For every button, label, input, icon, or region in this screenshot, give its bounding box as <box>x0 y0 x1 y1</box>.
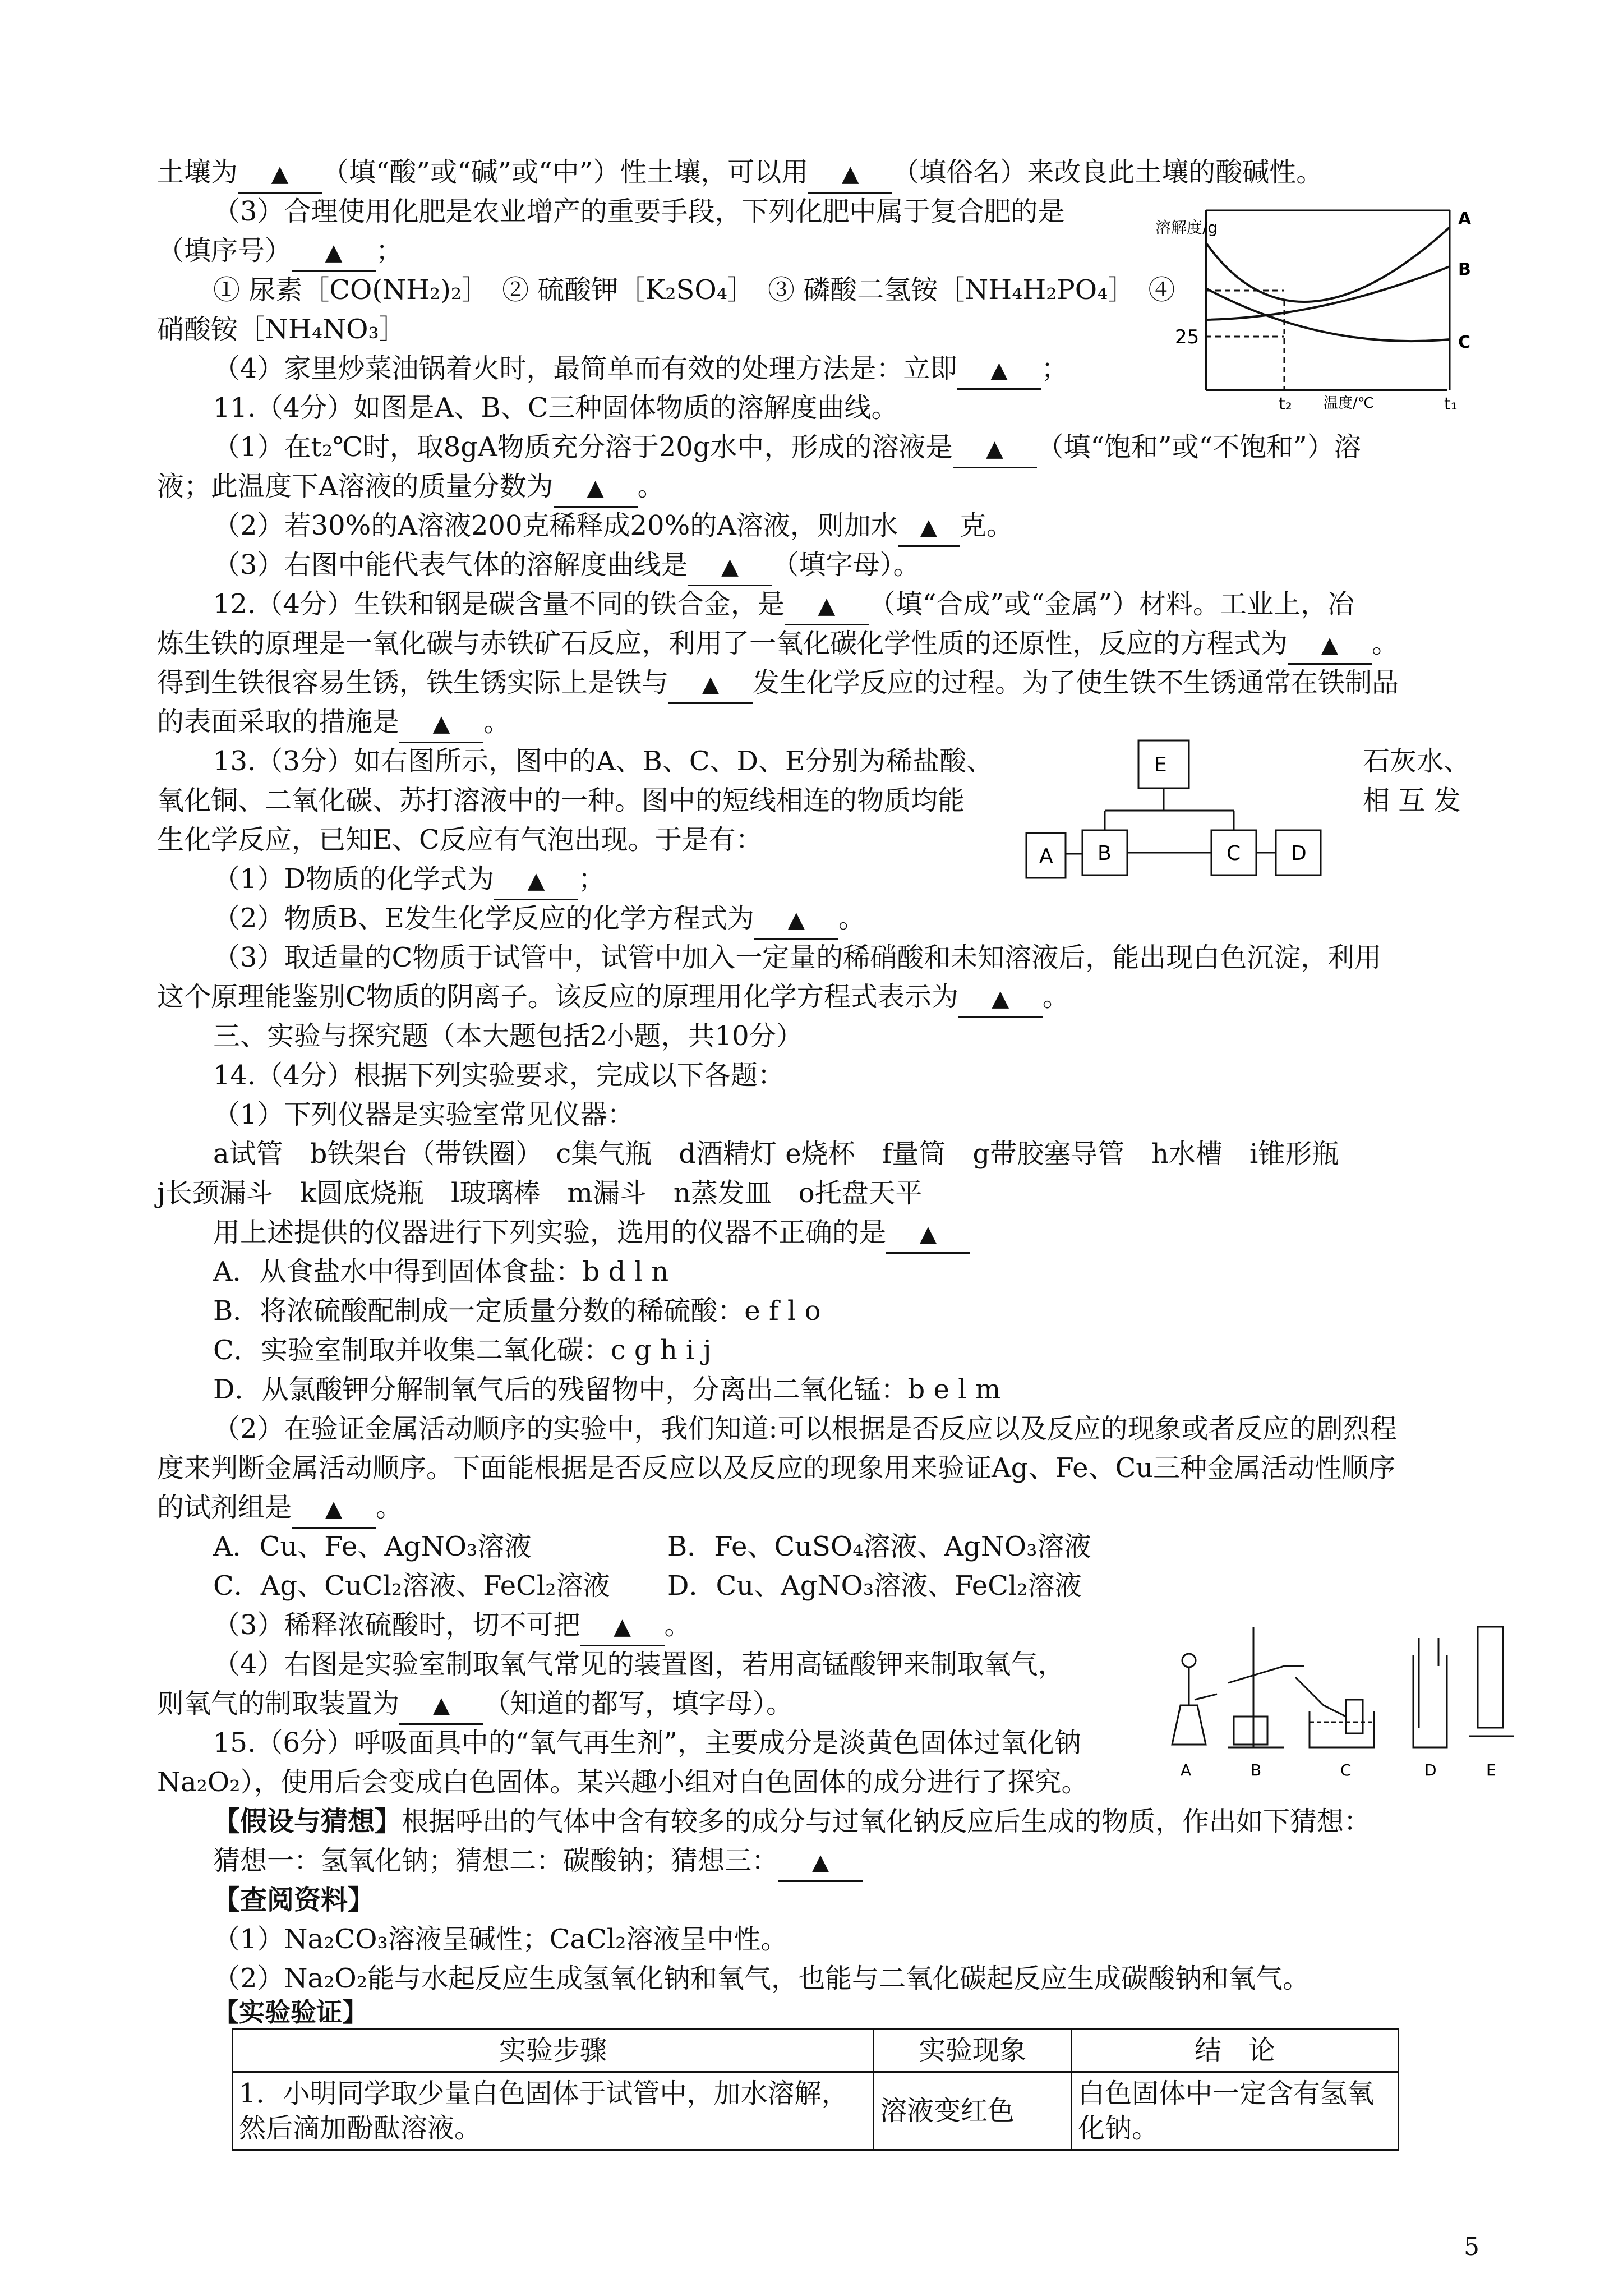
curve-a <box>1207 227 1450 302</box>
node-label-b: B <box>1098 842 1112 865</box>
answer-blank[interactable]: ▲ <box>292 233 376 272</box>
q13-3: （3）取适量的C物质于试管中，试管中加入一定量的稀硝酸和未知溶液后，能出现白色沉淀，利用 <box>213 942 1382 973</box>
verification-heading: 【实验验证】 <box>213 1997 368 2027</box>
q13-1: （1）D物质的化学式为 ▲ ； <box>213 861 605 900</box>
q11-3: （3）右图中能代表气体的溶解度曲线是 ▲ （填字母）。 <box>213 547 920 586</box>
q11-2: （2）若30%的A溶液200克稀释成20%的A溶液，则加水 ▲ 克。 <box>213 508 1013 547</box>
answer-blank[interactable]: ▲ <box>238 154 322 194</box>
q13-line2: 氧化铜、二氧化碳、苏打溶液中的一种。图中的短线相连的物质均能 <box>157 785 965 816</box>
answer-blank[interactable]: ▲ <box>399 704 483 743</box>
option-b: B．将浓硫酸配制成一定质量分数的稀硫酸：e f l o <box>213 1295 821 1327</box>
answer-blank[interactable]: ▲ <box>292 1489 376 1529</box>
answer-blank[interactable]: ▲ <box>785 586 869 625</box>
answer-blank[interactable]: ▲ <box>953 429 1037 468</box>
curve-label-a: A <box>1458 209 1472 229</box>
node-label-e: E <box>1154 753 1167 776</box>
apparatus-c <box>1295 1677 1374 1747</box>
q13-2: （2）物质B、E发生化学反应的化学方程式为 ▲ 。 <box>213 900 865 940</box>
apparatus-a <box>1172 1654 1217 1745</box>
q12-line2: 炼生铁的原理是一氧化碳与赤铁矿石反应，利用了一氧化碳化学性质的还原性，反应的方程式为 ▲ 。 <box>157 625 1399 665</box>
table-header: 实验现象 <box>874 2029 1072 2072</box>
guess-line: 猜想一：氢氧化钠；猜想二：碳酸钠；猜想三： ▲ <box>213 1843 863 1882</box>
instrument-list2: j长颈漏斗 k圆底烧瓶 l玻璃棒 m漏斗 n蒸发皿 o托盘天平 <box>157 1177 923 1209</box>
option-c: C．实验室制取并收集二氧化碳：c g h i j <box>213 1335 712 1366</box>
apparatus-label-e: E <box>1486 1761 1496 1779</box>
q12-line4: 的表面采取的措施是 ▲ 。 <box>157 704 510 743</box>
q3-line2: （填序号） ▲ ； <box>157 233 403 272</box>
answer-blank[interactable]: ▲ <box>778 1843 863 1882</box>
table-cell: 1．小明同学取少量白色固体于试管中，加水溶解，然后滴加酚酞溶液。 <box>233 2072 874 2150</box>
curve-label-c: C <box>1458 333 1471 352</box>
answer-blank[interactable]: ▲ <box>668 665 753 704</box>
option-a: A．从食盐水中得到固体食盐：b d l n <box>213 1256 669 1287</box>
q14-2b: 度来判断金属活动顺序。下面能根据是否反应以及反应的现象用来验证Ag、Fe、Cu三种金属活动性顺序 <box>157 1452 1396 1484</box>
q13-line2-right: 相 互 发 <box>1363 785 1461 816</box>
answer-blank[interactable]: ▲ <box>957 351 1041 390</box>
table-cell: 溶液变红色 <box>874 2072 1072 2150</box>
apparatus-d <box>1413 1638 1447 1747</box>
q13-line1: 13.（3分）如右图所示，图中的A、B、C、D、E分别为稀盐酸、 <box>213 746 994 777</box>
apparatus-label-c: C <box>1340 1761 1352 1779</box>
option-a2: A．Cu、Fe、AgNO₃溶液 <box>213 1531 532 1562</box>
apparatus-e <box>1469 1627 1514 1736</box>
answer-blank[interactable]: ▲ <box>958 979 1043 1018</box>
answer-blank[interactable]: ▲ <box>754 900 838 940</box>
chart-xtick-t1: t₁ <box>1444 394 1458 414</box>
apparatus-diagram <box>1155 1616 1537 1784</box>
q12-line3: 得到生铁很容易生锈，铁生锈实际上是铁与 ▲ 发生化学反应的过程。为了使生铁不生锈通常在铁制品 <box>157 665 1399 704</box>
q13-3b: 这个原理能鉴别C物质的阴离子。该反应的原理用化学方程式表示为 ▲ 。 <box>157 979 1069 1018</box>
q11-1b: 液；此温度下A溶液的质量分数为 ▲ 。 <box>157 468 665 508</box>
apparatus-label-d: D <box>1424 1761 1437 1779</box>
hypothesis-line: 【假设与猜想】根据呼出的气体中含有较多的成分与过氧化钠反应后生成的物质，作出如下猜想： <box>213 1806 1371 1837</box>
q14-4: （4）右图是实验室制取氧气常见的装置图，若用高锰酸钾来制取氧气， <box>213 1649 1065 1680</box>
q13-line1-right: 石灰水、 <box>1363 746 1471 777</box>
apparatus-label-a: A <box>1181 1761 1192 1779</box>
q15-line1: 15.（6分）呼吸面具中的“氧气再生剂”，主要成分是淡黄色固体过氧化钠 <box>213 1727 1081 1759</box>
fertilizer-options: ① 尿素［CO(NH₂)₂］ ② 硫酸钾［K₂SO₄］ ③ 磷酸二氢铵［NH₄H₂PO₄］ ④ <box>213 274 1175 306</box>
q14-2: （2）在验证金属活动顺序的实验中，我们知道:可以根据是否反应以及反应的现象或者反应的剧烈程 <box>213 1413 1397 1444</box>
q14-2c: 的试剂组是 ▲ 。 <box>157 1489 403 1529</box>
answer-blank[interactable]: ▲ <box>808 154 892 194</box>
table-row <box>233 2072 1399 2150</box>
answer-blank[interactable]: ▲ <box>580 1607 665 1646</box>
option-d: D．从氯酸钾分解制氧气后的残留物中，分离出二氧化锰：b e l m <box>213 1374 1001 1405</box>
table-header: 结 论 <box>1072 2029 1399 2072</box>
curve-b <box>1207 266 1450 320</box>
section-heading: 三、实验与探究题（本大题包括2小题，共10分） <box>213 1020 803 1052</box>
answer-blank[interactable]: ▲ <box>554 468 638 508</box>
q12-line1: 12.（4分）生铁和钢是碳含量不同的铁合金，是 ▲ （填“合成”或“金属”）材料。工业上，冶 <box>213 586 1354 625</box>
curve-c <box>1207 289 1450 341</box>
q14-1: （1）下列仪器是实验室常见仪器： <box>213 1099 634 1130</box>
page-number: 5 <box>1464 2233 1479 2261</box>
reference-1: （1）Na₂CO₃溶液呈碱性；CaCl₂溶液呈中性。 <box>213 1924 788 1955</box>
table-cell: 白色固体中一定含有氢氧化钠。 <box>1072 2072 1399 2150</box>
solubility-chart <box>1155 199 1481 424</box>
q14-title: 14.（4分）根据下列实验要求，完成以下各题： <box>213 1060 785 1091</box>
chart-ytick: 25 <box>1175 326 1200 348</box>
chart-ylabel: 溶解度/g <box>1155 218 1218 237</box>
q13-line3: 生化学反应，已知E、C反应有气泡出现。于是有： <box>157 824 763 855</box>
table-header: 实验步骤 <box>233 2029 874 2072</box>
apparatus-label-b: B <box>1251 1761 1262 1779</box>
q14-3: （3）稀释浓硫酸时，切不可把 ▲ 。 <box>213 1607 691 1646</box>
answer-blank[interactable]: ▲ <box>898 508 960 547</box>
option-c2: C．Ag、CuCl₂溶液、FeCl₂溶液 <box>213 1570 610 1602</box>
instrument-list: a试管 b铁架台（带铁圈） c集气瓶 d酒精灯 e烧杯 f量筒 g带胶塞导管 h水槽 i锥形瓶 <box>213 1138 1339 1170</box>
q4-fire-line: （4）家里炒菜油锅着火时，最简单而有效的处理方法是：立即 ▲ ； <box>213 351 1068 390</box>
apparatus-b <box>1228 1627 1304 1747</box>
chart-xlabel: 温度/℃ <box>1324 395 1374 412</box>
curve-label-b: B <box>1458 260 1471 279</box>
experiment-table <box>232 2028 1399 2151</box>
q15-line2: Na₂O₂），使用后会变成白色固体。某兴趣小组对白色固体的成分进行了探究。 <box>157 1766 1089 1798</box>
q14-4b: 则氧气的制取装置为 ▲ （知道的都写，填字母）。 <box>157 1686 793 1725</box>
node-label-c: C <box>1227 842 1241 865</box>
q3-line: （3）合理使用化肥是农业增产的重要手段，下列化肥中属于复合肥的是 <box>213 196 1065 227</box>
answer-blank[interactable]: ▲ <box>494 861 578 900</box>
answer-blank[interactable]: ▲ <box>688 547 772 586</box>
option-b2: B．Fe、CuSO₄溶液、AgNO₃溶液 <box>667 1531 1091 1562</box>
q11-1: （1）在t₂℃时，取8gA物质充分溶于20g水中，形成的溶液是 ▲ （填“饱和”或“不饱和”）溶 <box>213 429 1361 468</box>
substance-diagram <box>1021 735 1335 898</box>
q14-1-question: 用上述提供的仪器进行下列实验，选用的仪器不正确的是 ▲ <box>213 1214 970 1254</box>
answer-blank[interactable]: ▲ <box>399 1686 483 1725</box>
chart-xtick-t2: t₂ <box>1279 394 1292 414</box>
node-label-a: A <box>1039 845 1053 868</box>
reference-2: （2）Na₂O₂能与水起反应生成氢氧化钠和氧气，也能与二氧化碳起反应生成碳酸钠和氧气。 <box>213 1963 1310 1994</box>
option-d2: D．Cu、AgNO₃溶液、FeCl₂溶液 <box>667 1570 1082 1602</box>
q11-title: 11.（4分）如图是A、B、C三种固体物质的溶解度曲线。 <box>213 392 898 424</box>
table-header-row <box>233 2029 1399 2072</box>
answer-blank[interactable]: ▲ <box>886 1214 970 1254</box>
line-soil: 土壤为 ▲ （填“酸”或“碱”或“中”）性土壤，可以用 ▲ （填俗名）来改良此土壤的酸碱性。 <box>157 154 1323 194</box>
fertilizer-option4: 硝酸铵［NH₄NO₃］ <box>157 314 406 345</box>
node-label-d: D <box>1291 842 1307 865</box>
reference-heading: 【查阅资料】 <box>213 1884 375 1916</box>
answer-blank[interactable]: ▲ <box>1288 625 1372 665</box>
